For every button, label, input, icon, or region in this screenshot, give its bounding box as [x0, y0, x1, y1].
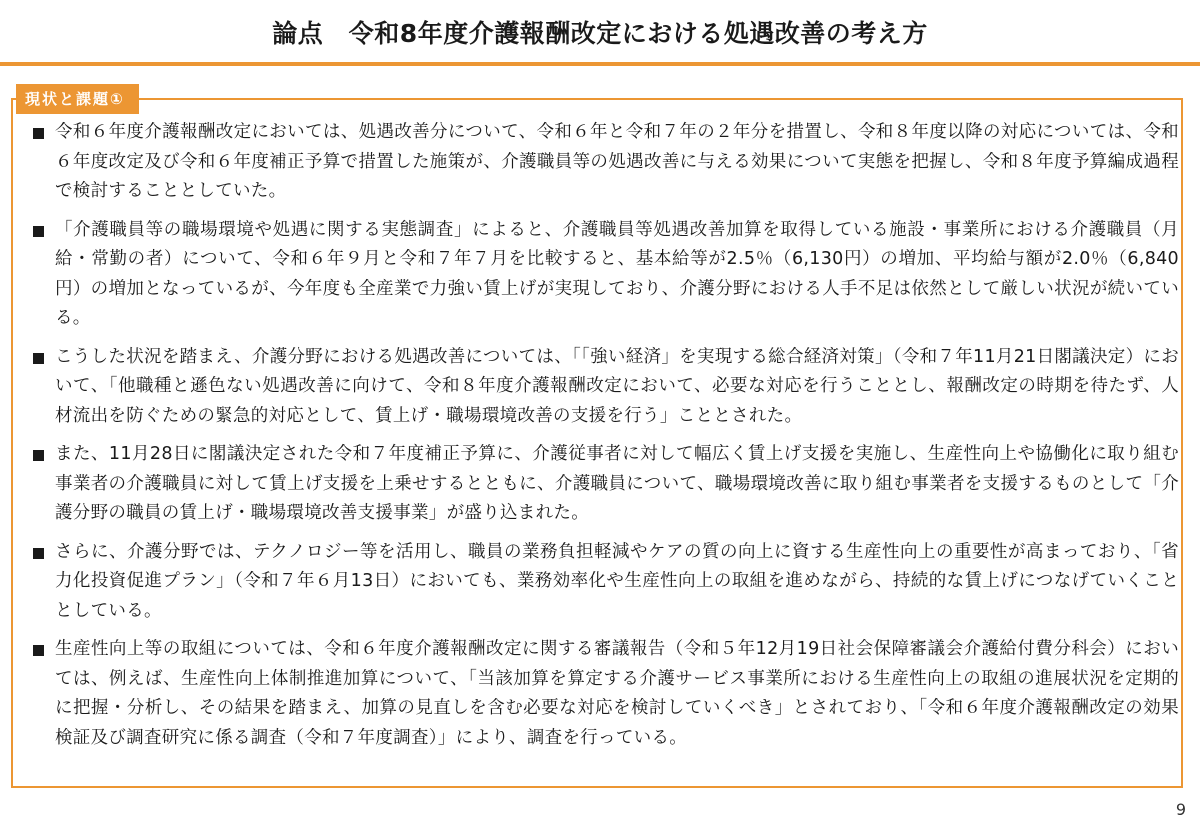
- list-item: [31, 343, 1179, 432]
- square-bullet-icon: [33, 548, 44, 559]
- item-text: こうした状況を踏まえ、介護分野における処遇改善については、「「強い経済」を実現する総合経済対策」（令和７年11月21日閣議決定）において、「他職種と遜色ない処遇改善に向けて、令和８年度介護報酬改定において、必要な対応を行うこととし、報酬改定の時期を待たず、人材流出を防ぐための緊急的対応として、賃上げ・職場環境改善の支援を行う」こととされた。: [55, 346, 1179, 426]
- section-label: 現状と課題①: [16, 84, 139, 114]
- title-divider: [0, 62, 1200, 66]
- list-item: [31, 216, 1179, 334]
- list-item: [31, 440, 1179, 529]
- list-item: [31, 118, 1179, 207]
- item-text: また、11月28日に閣議決定された令和７年度補正予算に、介護従事者に対して幅広く賃上げ支援を実施し、生産性向上や協働化に取り組む事業者の介護職員に対して賃上げ支援を上乗せするとともに、介護職員について、職場環境改善に取り組む事業者を支援するものとして「介護分野の職員の賃上げ・職場環境改善支援事業」が盛り込まれた。: [55, 444, 1179, 523]
- bullet-list: [31, 118, 1179, 762]
- list-item: [31, 538, 1179, 627]
- page-number: 9: [1175, 800, 1186, 819]
- item-text: 「介護職員等の職場環境や処遇に関する実態調査」によると、介護職員等処遇改善加算を取得している施設・事業所における介護職員（月給・常勤の者）について、令和６年９月と令和７年７月を比較すると、基本給等が2.5％（6,130円）の増加、平均給与額が2.0％（6,840円）の増加となっているが、今年度も全産業で力強い賃上げが実現しており、介護分野における人手不足は依然として厳しい状況が続いている。: [55, 219, 1179, 328]
- page-title: 論点 令和8年度介護報酬改定における処遇改善の考え方: [272, 19, 928, 48]
- square-bullet-icon: [33, 128, 44, 139]
- item-text: 生産性向上等の取組については、令和６年度介護報酬改定に関する審議報告（令和５年12月19日社会保障審議会介護給付費分科会）においては、例えば、生産性向上体制推進加算について、「当該加算を算定する介護サービス事業所における生産性向上の取組の進展状況を定期的に把握・分析し、その結果を踏まえ、加算の見直しを含む必要な対応を検討していくべき」とされており、「令和６年度介護報酬改定の効果検証及び調査研究に係る調査（令和７年度調査）」により、調査を行っている。: [55, 639, 1179, 748]
- square-bullet-icon: [33, 226, 44, 237]
- square-bullet-icon: [33, 450, 44, 461]
- item-text: さらに、介護分野では、テクノロジー等を活用し、職員の業務負担軽減やケアの質の向上に資する生産性向上の重要性が高まっており、「省力化投資促進プラン」（令和７年６月13日）においても、業務効率化や生産性向上の取組を進めながら、持続的な賃上げにつなげていくこととしている。: [55, 541, 1179, 621]
- square-bullet-icon: [33, 353, 44, 364]
- list-item: [31, 635, 1179, 753]
- item-text: 令和６年度介護報酬改定においては、処遇改善分について、令和６年と令和７年の２年分を措置し、令和８年度以降の対応については、令和６年度改定及び令和６年度補正予算で措置した施策が、介護職員等の処遇改善に与える効果について実態を把握し、令和８年度予算編成過程で検討することとしていた。: [55, 122, 1179, 201]
- square-bullet-icon: [33, 645, 44, 656]
